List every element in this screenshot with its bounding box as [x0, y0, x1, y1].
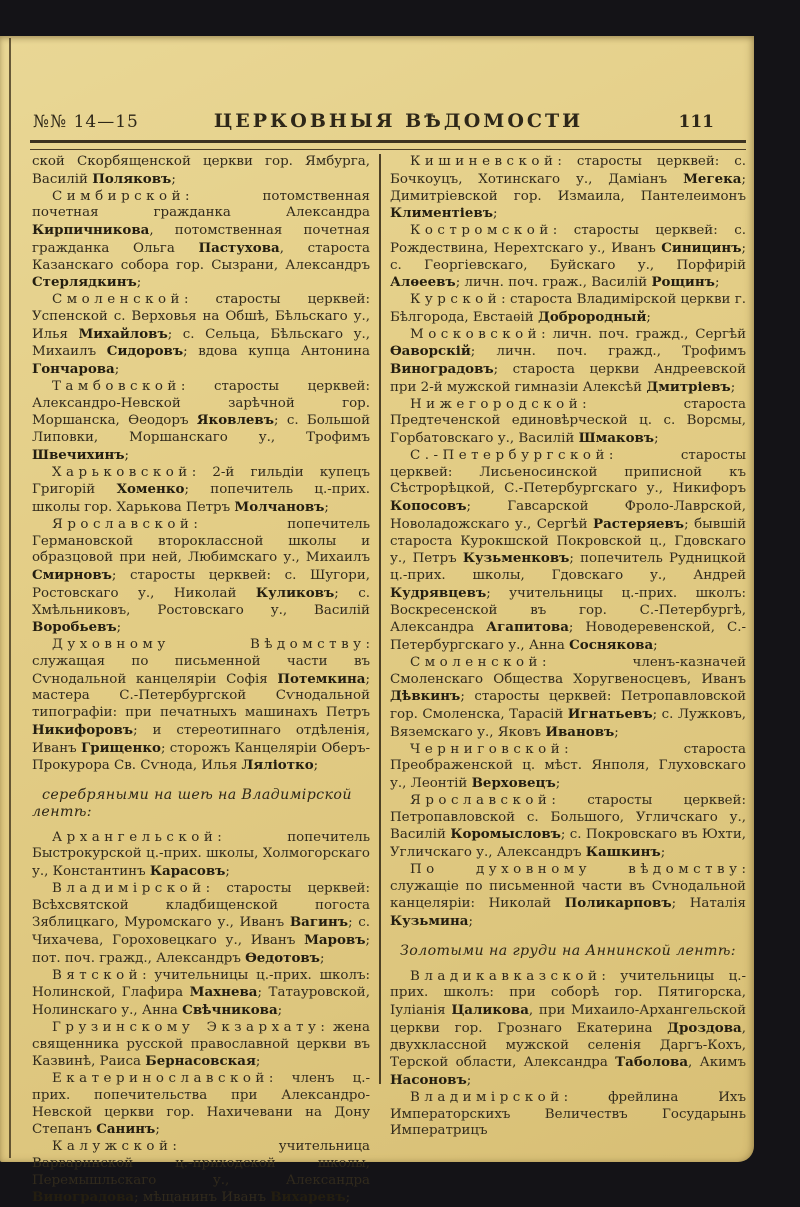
person-name: Поляковъ: [92, 170, 172, 187]
text-run: , Акимъ: [688, 1055, 747, 1071]
person-name: Свѣчникова: [182, 1002, 278, 1018]
text-run: ; с. Лужковъ, Вяземскаго у., Яковъ: [390, 707, 746, 740]
person-name: Ѳаворскій: [390, 343, 471, 360]
entry-paragraph: [390, 793, 746, 862]
person-name: Верховецъ: [471, 775, 556, 791]
text-run: ; личн. поч. граж., Василій: [455, 275, 652, 291]
text-run: Золотыми на груди на Аннинской лентѣ:: [400, 942, 736, 959]
text-run: ; и стереотипнаго отдѣленія, Иванъ: [32, 722, 370, 756]
text-run: , при Михаило-Архангельской церкви гор. Грознаго Екатерина: [390, 1003, 746, 1036]
page-number: 111: [678, 112, 714, 132]
text-run: ; сторожъ Канцеляріи Оберъ-Прокурора Св. Сѵнода, Илья: [32, 740, 371, 774]
page-title: ЦЕРКОВНЫЯ ВѢДОМОСТИ: [213, 110, 584, 132]
entry-paragraph: [32, 968, 370, 1020]
text-run: ;: [124, 447, 130, 463]
text-run: ;: [660, 845, 666, 860]
left-column: [32, 154, 370, 1207]
text-run: : учительницы ц.-прих. школъ: при соборѣ гор. Пятигорска, Іуліанія: [390, 968, 746, 1018]
diocese-name: Владикавказской: [410, 968, 602, 984]
text-run: ; с. Георгіевскаго, Буйскаго у., Порфирій: [390, 240, 746, 273]
entry-paragraph: [32, 189, 370, 293]
person-name: Ѳедотовъ: [245, 949, 320, 966]
text-run: : членъ ц.-прих. попечительства при Александро-Невской церкви гор. Нахичевани на Дону Степанъ: [32, 1071, 370, 1138]
entry-paragraph: [32, 154, 370, 189]
diocese-name: Смоленской: [410, 654, 542, 670]
entry-paragraph: [32, 637, 370, 775]
person-name: Михайловъ: [78, 325, 168, 342]
text-run: ; пот. поч. гражд., Александръ: [32, 933, 370, 966]
text-run: ; бывшій староста Курокшской Покровской ц., Гдовскаго у., Петръ: [390, 516, 746, 567]
text-run: : старосты церквей: Всѣхсвятской кладбищенской погоста Зяблицкаго, Муромскаго у., Иванъ: [32, 880, 370, 931]
text-run: : учительница Варваринской ц.-приходской школы, Перемышльскаго у., Александра: [32, 1139, 370, 1188]
diocese-name: Владимірской: [410, 1089, 564, 1105]
person-name: Кузьмина: [390, 913, 469, 929]
entry-paragraph: [390, 292, 746, 327]
person-name: Маровъ: [304, 932, 366, 948]
diocese-name: С.-Петербургской: [410, 447, 609, 463]
text-run: : староста Владимірской церкви г. Бѣлгорода, Евстаѳій: [390, 292, 746, 325]
text-run: ; учительницы ц.-прих. школъ: Воскресенской въ гор. С.-Петербургѣ, Александра: [390, 585, 746, 636]
text-run: : старосты церквей: Успенской с. Верховья на Обшѣ, Бѣльскаго у., Илья: [32, 292, 370, 342]
person-name: Молчановъ: [234, 499, 325, 515]
text-run: : 2-й гильдіи купецъ Григорій: [32, 464, 370, 498]
person-name: Швечихинъ: [32, 446, 125, 463]
text-run: : служащіе по письменной части въ Сѵнодальной канцеляріи: Николай: [390, 861, 746, 912]
text-run: : староста Предтеченской единовѣрческой ц. с. Ворсмы, Горбатовскаго у., Василій: [390, 396, 746, 446]
text-run: ;: [277, 1003, 283, 1018]
text-run: , потомственная почетная гражданка Ольга: [32, 223, 370, 256]
person-name: Бернасовская: [145, 1053, 256, 1070]
entry-paragraph: [390, 742, 746, 793]
text-run: ; старосты церквей: Петропавловской гор. Смоленска, Тарасій: [390, 689, 746, 722]
text-run: ; с. Покровскаго въ Юхти, Угличскаго у., Александръ: [390, 827, 747, 860]
text-run: ;: [345, 1190, 351, 1206]
person-name: Махнева: [189, 984, 258, 1001]
person-name: Никифоровъ: [32, 721, 134, 738]
entry-paragraph: [390, 154, 746, 223]
text-run: ; Димитріевской гор. Измаила, Пантелеимонъ: [390, 171, 746, 204]
entry-paragraph: [390, 655, 746, 742]
diocese-name: Вятской: [52, 967, 143, 983]
person-name: Синицинъ: [661, 239, 742, 256]
person-name: Шмаковъ: [578, 430, 655, 446]
text-run: ;: [466, 1073, 472, 1088]
text-run: ; попечитель ц.-прих. школы гор. Харькова Петръ: [32, 482, 370, 515]
entry-paragraph: [32, 379, 370, 465]
text-run: ;: [493, 206, 498, 222]
person-name: Кузьменковъ: [462, 550, 570, 567]
person-name: Пастухова: [198, 239, 280, 256]
text-run: : старосты церквей: с. Бочкоуцъ, Хотинскаго у., Даміанъ: [390, 154, 746, 187]
page-gutter-rule: [9, 38, 11, 1158]
person-name: Виноградовъ: [390, 361, 494, 377]
text-run: : старосты церквей: Петропавловской с. Большого, Угличскаго у., Василій: [390, 792, 746, 843]
diocese-name: Курской: [410, 292, 502, 307]
diocese-name: Архангельской: [52, 829, 218, 845]
text-run: ; с. Чихачева, Гороховецкаго у., Иванъ: [32, 915, 370, 948]
text-run: : фрейлина Ихъ Императорскихъ Величествъ Государынь Императрицъ: [390, 1089, 746, 1139]
person-name: Коромысловъ: [450, 826, 561, 843]
diocese-name: По духовному вѣдомству: [410, 861, 742, 877]
text-run: ; с. Хмѣльниковъ, Ростовскаго у., Василій: [32, 585, 371, 618]
person-name: Виноградова: [32, 1189, 135, 1206]
entry-paragraph: [32, 517, 370, 637]
person-name: Грищенко: [80, 739, 161, 756]
header-double-rule: [30, 140, 746, 150]
person-name: Поликарповъ: [564, 895, 672, 912]
text-run: ; мастера С.-Петербургской Сѵнодальной типографіи: при печатныхъ машинахъ Петръ: [32, 671, 370, 720]
entry-paragraph: [32, 1071, 370, 1139]
text-run: ; с. Сельца, Бѣльскаго у., Михаилъ: [32, 326, 370, 360]
section-heading: [32, 787, 370, 821]
person-name: Карасовъ: [149, 863, 226, 879]
text-run: : потомственная почетная гражданка Александра: [32, 188, 370, 221]
text-run: ;: [468, 914, 473, 929]
diocese-name: Владимірской: [52, 880, 206, 896]
person-name: Агапитова: [486, 619, 569, 636]
person-name: Воробьевъ: [32, 619, 117, 636]
text-run: ; личн. поч. гражд., Трофимъ: [470, 344, 746, 360]
text-run: : старосты церквей: Александро-Невской зарѣчной гор. Моршанска, Ѳеодоръ: [32, 378, 370, 429]
person-name: Рощинъ: [651, 274, 715, 291]
diocese-name: Ярославской: [52, 516, 194, 532]
text-run: серебряными на шеѣ на Владимірской лентѣ:: [32, 787, 352, 820]
person-name: Яковлевъ: [196, 412, 275, 429]
text-run: : старосты церквей: с. Рождествина, Нерехтскаго у., Иванъ: [390, 223, 746, 256]
text-run: : попечитель Германовской второклассной школы и образцовой при ней, Любимскаго у., Михаилъ: [32, 516, 370, 566]
person-name: Кирпичникова: [32, 222, 150, 238]
entry-paragraph: [32, 1139, 370, 1207]
text-run: : личн. поч. гражд., Сергѣй: [541, 326, 746, 342]
text-run: ; с. Большой Липовки, Моршанскаго у., Трофимъ: [32, 413, 370, 445]
person-name: Ивановъ: [545, 723, 615, 740]
scanned-page: [0, 36, 754, 1206]
entry-paragraph: [390, 1090, 746, 1140]
text-run: ;: [255, 1054, 261, 1070]
person-name: Стерлядкинъ: [32, 274, 137, 291]
diocese-name: Симбирской: [52, 188, 186, 204]
text-run: ; попечитель Рудницкой ц.-прих. школы, Гдовскаго у., Андрей: [390, 551, 746, 583]
person-name: Кудрявцевъ: [390, 584, 487, 601]
person-name: Сидоровъ: [106, 343, 184, 360]
text-run: ;: [614, 724, 619, 740]
entry-paragraph: [32, 1020, 370, 1071]
entry-paragraph: [32, 881, 370, 968]
person-name: Потемкина: [277, 670, 366, 687]
entry-paragraph: [390, 862, 746, 931]
text-run: , двухклассной мужской селенія Даргъ-Кохъ, Терской области, Александра: [390, 1020, 746, 1071]
person-name: Ляліотко: [241, 757, 314, 774]
diocese-name: Кишиневской: [410, 154, 558, 169]
diocese-name: Черниговской: [410, 741, 565, 757]
person-name: Насоновъ: [390, 1072, 467, 1088]
text-run: ;: [313, 758, 319, 774]
person-name: Копосовъ: [390, 498, 467, 514]
column-divider-rule: [379, 154, 381, 1084]
diocese-name: Смоленской: [52, 292, 184, 307]
diocese-name: Ярославской: [410, 792, 552, 808]
person-name: Гончарова: [32, 361, 115, 377]
diocese-name: Духовному Вѣдомству: [52, 637, 366, 652]
text-run: ;: [171, 171, 176, 187]
page-header: [33, 110, 742, 136]
text-run: : попечитель Быстрокурской ц.-прих. школы, Холмогорскаго у., Константинъ: [32, 829, 370, 879]
person-name: Смирновъ: [32, 567, 112, 583]
text-run: : учительницы ц.-прих. школъ: Нолинской, Глафира: [32, 967, 370, 1001]
diocese-name: Екатеринославской: [52, 1071, 269, 1086]
person-name: Вихаревъ: [270, 1189, 346, 1206]
text-run: ; староста церкви Андреевской при 2-й мужской гимназіи Алексѣй: [390, 362, 746, 395]
person-name: Кашкинъ: [585, 844, 661, 860]
person-name: Куликовъ: [255, 584, 335, 601]
text-run: : жена священника русской православной церкви въ Казвинѣ, Раиса: [32, 1019, 371, 1070]
section-heading: [390, 943, 746, 960]
diocese-name: Грузинскому Экзархату: [52, 1019, 321, 1035]
text-run: : старосты церквей: Лисьеносинской приписной къ Сѣстрорѣцкой, С.-Петербургскаго у., Никифоръ: [390, 447, 746, 497]
person-name: Вагинъ: [289, 914, 349, 931]
entry-paragraph: [390, 448, 746, 655]
text-run: ;: [155, 1122, 160, 1138]
text-run: ской Скорбященской церкви гор. Ямбурга, Василій: [32, 154, 370, 187]
entry-paragraph: [390, 969, 746, 1090]
person-name: Мегека: [683, 170, 742, 187]
text-run: ; Новодеревенской, С.-Петербургскаго у., Анна: [390, 620, 746, 653]
text-run: ;: [653, 638, 658, 653]
person-name: Хоменко: [116, 481, 185, 498]
text-run: ; Татауровской, Нолинскаго у., Анна: [32, 985, 370, 1018]
person-name: Дѣвкинъ: [390, 688, 461, 705]
entry-paragraph: [390, 397, 746, 448]
text-run: : староста Преображенской ц. мѣст. Янполя, Глуховскаго у., Леонтій: [390, 741, 746, 791]
text-run: ; Гавсарской Фроло-Лаврской, Новоладожскаго у., Сергѣй: [390, 499, 746, 532]
person-name: Дмитріевъ: [646, 378, 731, 395]
entry-paragraph: [390, 223, 746, 292]
person-name: Соснякова: [569, 637, 654, 653]
text-run: ;: [319, 950, 325, 966]
text-run: : служащая по письменной части въ Сѵнодальной канцеляріи Софія: [32, 637, 370, 687]
text-run: ;: [114, 362, 120, 377]
text-run: ; вдова купца Антонина: [183, 344, 370, 360]
person-name: Алѳеевъ: [390, 274, 456, 291]
entry-paragraph: [32, 830, 370, 881]
text-run: ;: [225, 864, 230, 879]
person-name: Цаликова: [451, 1002, 529, 1018]
text-run: ;: [116, 620, 122, 636]
person-name: Дроздова: [667, 1019, 742, 1036]
text-run: ; мѣщанинъ Иванъ: [134, 1190, 271, 1206]
person-name: Растеряевъ: [593, 515, 685, 532]
diocese-name: Харьковской: [52, 464, 192, 480]
diocese-name: Костромской: [410, 223, 553, 238]
diocese-name: Нижегородской: [410, 396, 583, 412]
diocese-name: Тамбовской: [52, 378, 181, 394]
issue-number: №№ 14—15: [33, 112, 139, 132]
text-run: ;: [714, 275, 720, 291]
text-run: ; Наталія: [671, 896, 746, 912]
person-name: Таболова: [615, 1054, 689, 1071]
entry-paragraph: [32, 292, 370, 379]
right-column: [390, 154, 746, 1140]
diocese-name: Калужской: [52, 1139, 173, 1154]
text-run: ;: [555, 776, 561, 791]
text-run: ; старосты церквей: с. Шугори, Ростовскаго у., Николай: [32, 568, 370, 601]
person-name: Доброродный: [537, 308, 647, 325]
entry-paragraph: [390, 327, 746, 397]
text-run: ;: [730, 379, 736, 395]
person-name: Игнатьевъ: [567, 706, 653, 722]
text-run: ;: [324, 500, 329, 515]
text-run: , староста Казанскаго собора гор. Сызрани, Александръ: [32, 240, 370, 273]
text-run: : членъ-казначей Смоленскаго Общества Хоругвеносцевъ, Иванъ: [390, 654, 746, 687]
person-name: Санинъ: [96, 1121, 156, 1138]
person-name: Климентіевъ: [390, 205, 493, 222]
text-run: ;: [654, 431, 659, 446]
text-run: ;: [646, 309, 651, 325]
text-run: ;: [136, 275, 142, 291]
diocese-name: Московской: [410, 326, 542, 342]
entry-paragraph: [32, 465, 370, 517]
